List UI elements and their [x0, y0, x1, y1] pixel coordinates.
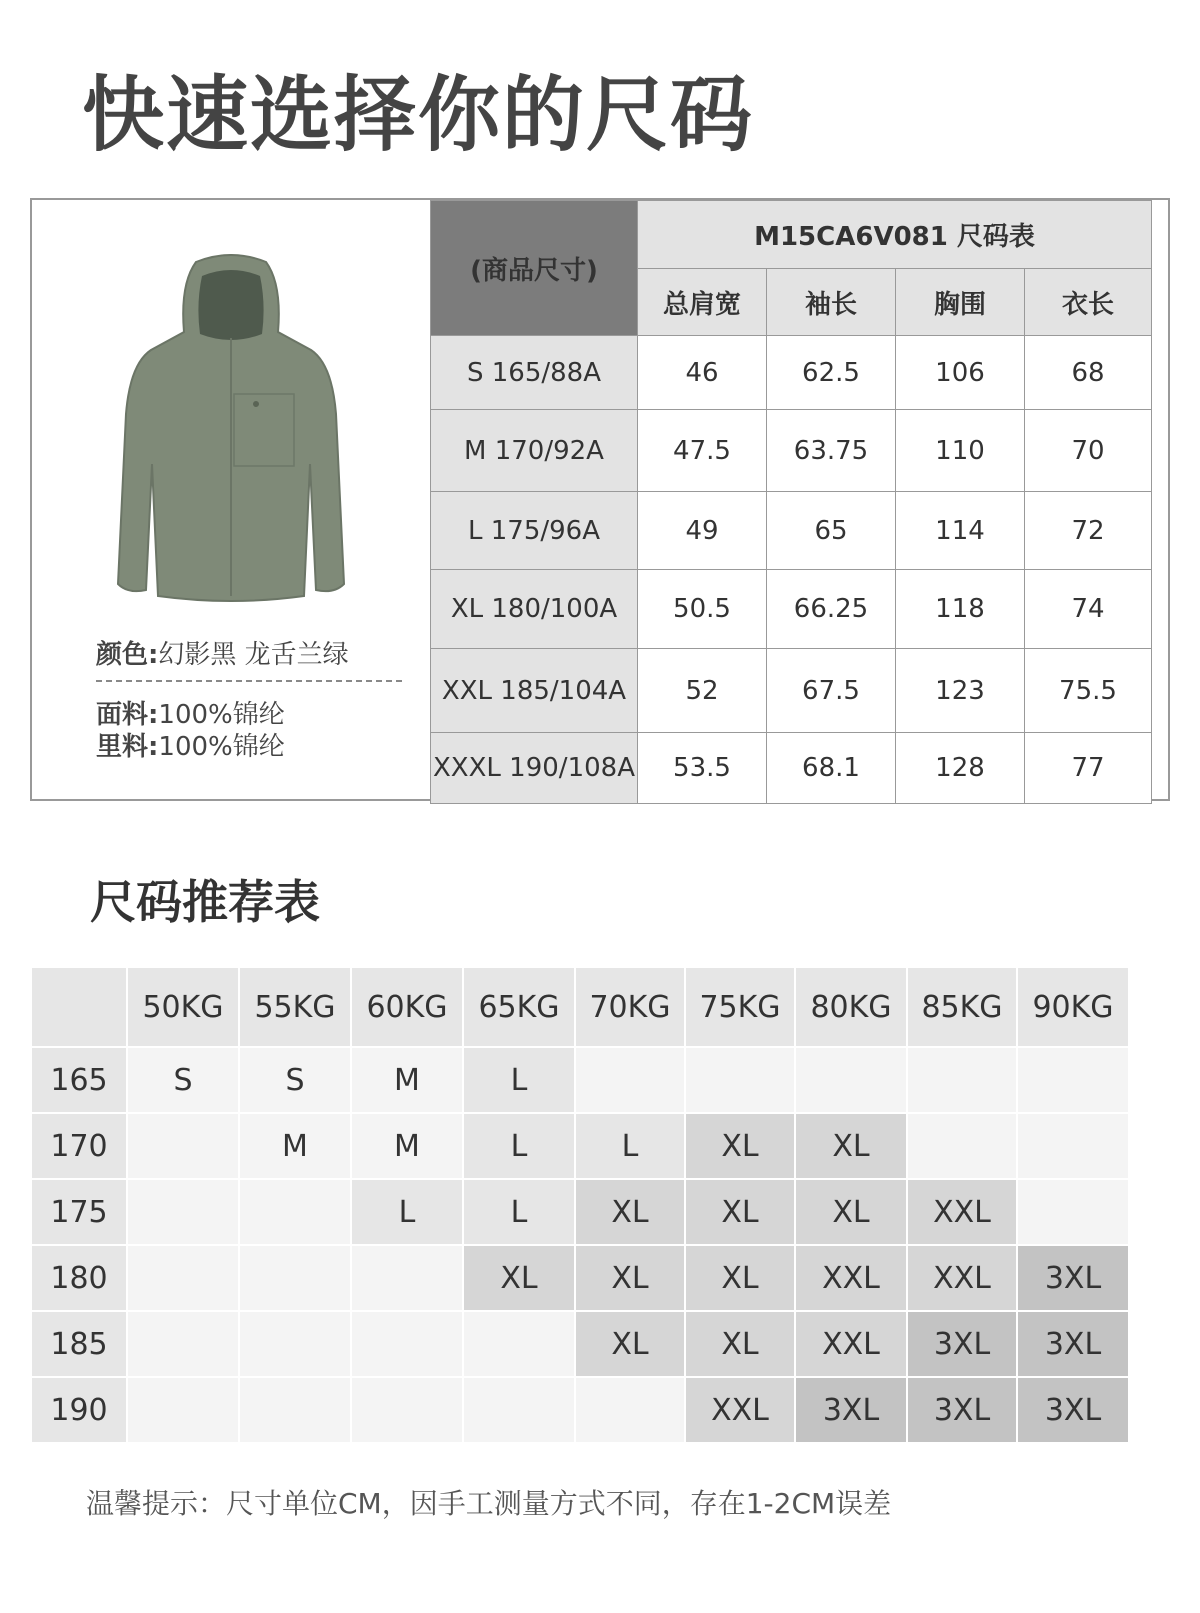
- size-cell: [128, 1378, 238, 1442]
- size-cell: [464, 1378, 574, 1442]
- table-cell: 68: [1025, 336, 1152, 410]
- lining-info: [96, 726, 285, 763]
- table-row: [431, 410, 1152, 492]
- table-title: M15CA6V081 尺码表: [638, 201, 1152, 269]
- column-header: 总肩宽: [638, 269, 767, 336]
- table-cell: 72: [1025, 492, 1152, 570]
- fabric-label: 面料:: [96, 700, 159, 730]
- size-label: XXL 185/104A: [431, 649, 638, 733]
- size-cell: L: [464, 1048, 574, 1112]
- table-cell: 52: [638, 649, 767, 733]
- table-cell: 75.5: [1025, 649, 1152, 733]
- size-cell: [1018, 1114, 1128, 1178]
- size-cell: XL: [686, 1114, 794, 1178]
- recommend-table: [30, 966, 1130, 1444]
- measurement-note: 温馨提示：尺寸单位CM，因手工测量方式不同，存在1-2CM误差: [86, 1487, 892, 1520]
- size-cell: 3XL: [796, 1378, 906, 1442]
- table-cell: 123: [896, 649, 1025, 733]
- table-cell: 66.25: [767, 570, 896, 649]
- size-table: [430, 200, 1152, 804]
- table-cell: 50.5: [638, 570, 767, 649]
- size-cell: [128, 1180, 238, 1244]
- table-cell: 114: [896, 492, 1025, 570]
- size-cell: 3XL: [1018, 1312, 1128, 1376]
- table-row: [431, 336, 1152, 410]
- size-cell: XXL: [686, 1378, 794, 1442]
- size-cell: XL: [796, 1114, 906, 1178]
- size-label: XL 180/100A: [431, 570, 638, 649]
- jacket-image: [106, 254, 356, 604]
- product-panel: [32, 200, 432, 799]
- size-cell: [796, 1048, 906, 1112]
- size-cell: [128, 1312, 238, 1376]
- table-cell: 67.5: [767, 649, 896, 733]
- weight-header: 80KG: [796, 968, 906, 1046]
- weight-header: 55KG: [240, 968, 350, 1046]
- size-label: L 175/96A: [431, 492, 638, 570]
- size-cell: S: [240, 1048, 350, 1112]
- table-cell: 47.5: [638, 410, 767, 492]
- size-cell: 3XL: [1018, 1378, 1128, 1442]
- weight-header-row: [32, 968, 1128, 1046]
- corner-label: (商品尺寸): [431, 201, 638, 336]
- size-chart: [30, 198, 1170, 801]
- size-cell: XXL: [796, 1246, 906, 1310]
- size-cell: XL: [464, 1246, 574, 1310]
- table-cell: 53.5: [638, 733, 767, 804]
- size-cell: 3XL: [908, 1378, 1016, 1442]
- size-cell: M: [240, 1114, 350, 1178]
- color-label: 颜色:: [96, 640, 159, 670]
- table-cell: 70: [1025, 410, 1152, 492]
- weight-header: 75KG: [686, 968, 794, 1046]
- table-cell: 118: [896, 570, 1025, 649]
- size-cell: L: [352, 1180, 462, 1244]
- size-cell: [352, 1378, 462, 1442]
- size-cell: M: [352, 1048, 462, 1112]
- size-label: M 170/92A: [431, 410, 638, 492]
- table-row: [431, 492, 1152, 570]
- size-cell: 3XL: [908, 1312, 1016, 1376]
- table-row: [32, 1180, 1128, 1244]
- table-row: [32, 1048, 1128, 1112]
- size-cell: XXL: [796, 1312, 906, 1376]
- size-cell: XXL: [908, 1246, 1016, 1310]
- size-cell: XL: [796, 1180, 906, 1244]
- fabric-value: 100%锦纶: [158, 700, 285, 730]
- table-row: [32, 1246, 1128, 1310]
- table-row: [431, 570, 1152, 649]
- size-cell: L: [464, 1180, 574, 1244]
- divider: [96, 680, 402, 682]
- page-title: 快速选择你的尺码: [82, 68, 755, 163]
- table-row: [32, 1114, 1128, 1178]
- weight-header: 50KG: [128, 968, 238, 1046]
- weight-header: 90KG: [1018, 968, 1128, 1046]
- height-label: 185: [32, 1312, 126, 1376]
- size-cell: 3XL: [1018, 1246, 1128, 1310]
- height-label: 165: [32, 1048, 126, 1112]
- lining-value: 100%锦纶: [158, 732, 285, 762]
- table-cell: 46: [638, 336, 767, 410]
- size-cell: [128, 1114, 238, 1178]
- size-cell: [240, 1378, 350, 1442]
- table-cell: 65: [767, 492, 896, 570]
- table-cell: 128: [896, 733, 1025, 804]
- table-row: [431, 733, 1152, 804]
- size-cell: [908, 1048, 1016, 1112]
- size-label: S 165/88A: [431, 336, 638, 410]
- height-label: 180: [32, 1246, 126, 1310]
- table-cell: 77: [1025, 733, 1152, 804]
- table-cell: 62.5: [767, 336, 896, 410]
- table-row: [32, 1378, 1128, 1442]
- weight-header: 70KG: [576, 968, 684, 1046]
- table-cell: 63.75: [767, 410, 896, 492]
- size-cell: [576, 1378, 684, 1442]
- size-cell: [352, 1312, 462, 1376]
- size-cell: XL: [576, 1246, 684, 1310]
- table-cell: 110: [896, 410, 1025, 492]
- column-header: 胸围: [896, 269, 1025, 336]
- table-cell: 68.1: [767, 733, 896, 804]
- size-cell: XL: [576, 1180, 684, 1244]
- size-cell: XL: [576, 1312, 684, 1376]
- column-header: 袖长: [767, 269, 896, 336]
- weight-header: 85KG: [908, 968, 1016, 1046]
- table-row: [431, 649, 1152, 733]
- size-cell: [128, 1246, 238, 1310]
- size-label: XXXL 190/108A: [431, 733, 638, 804]
- size-cell: [908, 1114, 1016, 1178]
- height-label: 190: [32, 1378, 126, 1442]
- size-cell: L: [576, 1114, 684, 1178]
- color-info: [96, 634, 349, 671]
- table-row: [32, 1312, 1128, 1376]
- height-label: 175: [32, 1180, 126, 1244]
- size-cell: XL: [686, 1312, 794, 1376]
- corner-cell: [32, 968, 126, 1046]
- size-cell: M: [352, 1114, 462, 1178]
- recommend-title: 尺码推荐表: [90, 875, 320, 929]
- size-cell: [240, 1312, 350, 1376]
- weight-header: 65KG: [464, 968, 574, 1046]
- column-header: 衣长: [1025, 269, 1152, 336]
- table-cell: 49: [638, 492, 767, 570]
- size-cell: XL: [686, 1246, 794, 1310]
- lining-label: 里料:: [96, 732, 159, 762]
- table-cell: 106: [896, 336, 1025, 410]
- size-cell: S: [128, 1048, 238, 1112]
- size-cell: L: [464, 1114, 574, 1178]
- size-cell: XL: [686, 1180, 794, 1244]
- size-cell: [240, 1180, 350, 1244]
- size-cell: [352, 1246, 462, 1310]
- color-value: 幻影黑 龙舌兰绿: [158, 640, 349, 670]
- size-cell: [576, 1048, 684, 1112]
- size-cell: [464, 1312, 574, 1376]
- weight-header: 60KG: [352, 968, 462, 1046]
- size-cell: [1018, 1180, 1128, 1244]
- height-label: 170: [32, 1114, 126, 1178]
- size-cell: XXL: [908, 1180, 1016, 1244]
- size-cell: [686, 1048, 794, 1112]
- size-cell: [240, 1246, 350, 1310]
- table-cell: 74: [1025, 570, 1152, 649]
- size-cell: [1018, 1048, 1128, 1112]
